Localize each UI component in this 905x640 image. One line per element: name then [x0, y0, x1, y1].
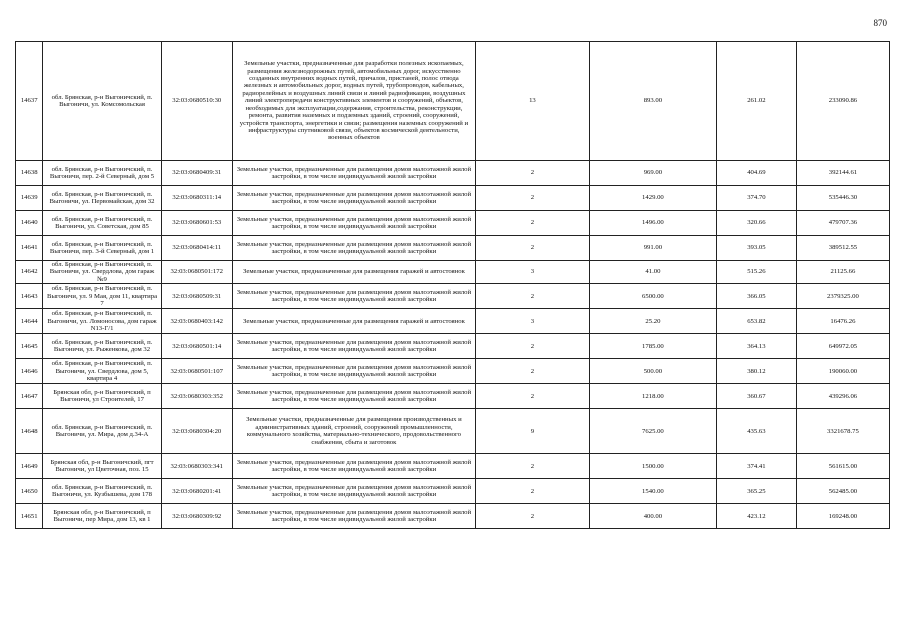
cell-cadastral-value: 169248.00: [796, 504, 889, 529]
cell-address: обл. Брянская, р-н Выгоничский, п. Выгоничи, ул. Свердлова, дом 5, квартира 4: [43, 359, 161, 384]
cell-id: 14642: [16, 261, 43, 284]
cell-address: обл. Брянская, р-н Выгоничский, п. Выгоничи, пер. 2-й Северный, дом 5: [43, 161, 161, 186]
cell-land-use: Земельные участки, предназначенные для размещения домов малоэтажной жилой застройки, в том числе индивидуальной жилой застройки: [232, 454, 475, 479]
cell-area: 25.20: [589, 309, 716, 334]
cell-rate: 365.25: [716, 479, 796, 504]
cell-land-use: Земельные участки, предназначенные для размещения домов малоэтажной жилой застройки, в том числе индивидуальной жилой застройки: [232, 504, 475, 529]
cell-rate: 404.69: [716, 161, 796, 186]
page-number: 870: [873, 18, 887, 28]
table-row: [16, 384, 890, 409]
cell-group: 2: [475, 384, 589, 409]
cell-group: 2: [475, 359, 589, 384]
cell-area: 1500.00: [589, 454, 716, 479]
cell-land-use: Земельные участки, предназначенные для размещения домов малоэтажной жилой застройки, в том числе индивидуальной жилой застройки: [232, 236, 475, 261]
cell-rate: 435.63: [716, 409, 796, 454]
table-row: [16, 236, 890, 261]
cell-land-use: Земельные участки, предназначенные для размещения гаражей и автостоянок: [232, 309, 475, 334]
cell-area: 969.00: [589, 161, 716, 186]
cell-cadastral-value: 562485.00: [796, 479, 889, 504]
cell-area: 41.00: [589, 261, 716, 284]
cell-cadastral-number: 32:03:0680303:341: [161, 454, 232, 479]
cell-group: 3: [475, 261, 589, 284]
cell-area: 1429.00: [589, 186, 716, 211]
cell-cadastral-value: 439296.06: [796, 384, 889, 409]
cell-area: 893.00: [589, 42, 716, 161]
cell-id: 14651: [16, 504, 43, 529]
cell-id: 14648: [16, 409, 43, 454]
cell-cadastral-value: 16476.26: [796, 309, 889, 334]
cell-address: обл. Брянская, р-н Выгоничский, п. Выгоничи, ул. 9 Мая, дом 11, квартира 7: [43, 284, 161, 309]
cell-rate: 364.13: [716, 334, 796, 359]
cell-area: 6500.00: [589, 284, 716, 309]
cell-area: 1540.00: [589, 479, 716, 504]
cell-cadastral-number: 32:03:0680304:20: [161, 409, 232, 454]
cell-address: обл. Брянская, р-н Выгоничский, п. Выгоничи, ул. Мира, дом д.34-А: [43, 409, 161, 454]
cell-cadastral-value: 233090.86: [796, 42, 889, 161]
cell-group: 2: [475, 161, 589, 186]
cell-rate: 360.67: [716, 384, 796, 409]
cell-group: 2: [475, 479, 589, 504]
cell-group: 2: [475, 454, 589, 479]
cell-address: обл. Брянская, р-н Выгоничский, п. Выгоничи, ул. Свердлова, дом гараж №9: [43, 261, 161, 284]
cell-id: 14646: [16, 359, 43, 384]
table-row: [16, 186, 890, 211]
cell-rate: 320.66: [716, 211, 796, 236]
cell-land-use: Земельные участки, предназначенные для размещения домов малоэтажной жилой застройки, в том числе индивидуальной жилой застройки: [232, 479, 475, 504]
table-row: [16, 504, 890, 529]
cell-id: 14650: [16, 479, 43, 504]
cell-land-use: Земельные участки, предназначенные для размещения домов малоэтажной жилой застройки, в том числе индивидуальной жилой застройки: [232, 359, 475, 384]
table-row: [16, 211, 890, 236]
cell-cadastral-number: 32:03:0680303:352: [161, 384, 232, 409]
cell-cadastral-value: 649972.05: [796, 334, 889, 359]
cell-cadastral-number: 32:03:0680414:11: [161, 236, 232, 261]
cell-id: 14640: [16, 211, 43, 236]
cell-group: 2: [475, 211, 589, 236]
cell-land-use: Земельные участки, предназначенные для размещения домов малоэтажной жилой застройки, в том числе индивидуальной жилой застройки: [232, 161, 475, 186]
cell-land-use: Земельные участки, предназначенные для размещения домов малоэтажной жилой застройки, в том числе индивидуальной жилой застройки: [232, 334, 475, 359]
cell-land-use: Земельные участки, предназначенные для размещения домов малоэтажной жилой застройки, в том числе индивидуальной жилой застройки: [232, 211, 475, 236]
table-row: [16, 42, 890, 161]
cell-area: 991.00: [589, 236, 716, 261]
cell-rate: 261.02: [716, 42, 796, 161]
cell-id: 14639: [16, 186, 43, 211]
cell-address: обл. Брянская, р-н Выгоничский, п. Выгоничи, пер. 3-й Северный, дом 1: [43, 236, 161, 261]
table-row: [16, 161, 890, 186]
cell-cadastral-number: 32:03:0680501:172: [161, 261, 232, 284]
cell-rate: 374.70: [716, 186, 796, 211]
cell-area: 1785.00: [589, 334, 716, 359]
cell-address: обл. Брянская, р-н Выгоничский, п. Выгоничи, ул. Рыженкова, дом 32: [43, 334, 161, 359]
cell-area: 400.00: [589, 504, 716, 529]
cell-id: 14649: [16, 454, 43, 479]
cell-cadastral-value: 21125.66: [796, 261, 889, 284]
cell-address: обл. Брянская, р-н Выгоничский, п. Выгоничи, ул. Первомайская, дом 32: [43, 186, 161, 211]
cell-cadastral-number: 32:03:0680501:107: [161, 359, 232, 384]
cell-cadastral-value: 389512.55: [796, 236, 889, 261]
cell-group: 2: [475, 186, 589, 211]
cell-rate: 380.12: [716, 359, 796, 384]
table-row: [16, 284, 890, 309]
cell-group: 3: [475, 309, 589, 334]
cell-land-use: Земельные участки, предназначенные для размещения домов малоэтажной жилой застройки, в том числе индивидуальной жилой застройки: [232, 186, 475, 211]
cell-cadastral-value: 479707.36: [796, 211, 889, 236]
cell-id: 14644: [16, 309, 43, 334]
cell-land-use: Земельные участки, предназначенные для размещения домов малоэтажной жилой застройки, в том числе индивидуальной жилой застройки: [232, 284, 475, 309]
cell-cadastral-number: 32:03:0680510:30: [161, 42, 232, 161]
table-row: [16, 454, 890, 479]
cell-land-use: Земельные участки, предназначенные для размещения производственных и административных зданий, строений, сооружений промышленности, коммунального хозяйства, материально-технического, продовольственного снабжения, сбыта и заготовок: [232, 409, 475, 454]
table-row: [16, 309, 890, 334]
cell-cadastral-number: 32:03:0680509:31: [161, 284, 232, 309]
cell-cadastral-number: 32:03:0680409:31: [161, 161, 232, 186]
cell-area: 1496.00: [589, 211, 716, 236]
table-row: [16, 359, 890, 384]
cell-rate: 393.05: [716, 236, 796, 261]
cell-cadastral-value: 3321678.75: [796, 409, 889, 454]
cell-cadastral-number: 32:03:0680601:53: [161, 211, 232, 236]
cell-id: 14637: [16, 42, 43, 161]
cell-cadastral-value: 2379325.00: [796, 284, 889, 309]
cell-group: 2: [475, 236, 589, 261]
cell-land-use: Земельные участки, предназначенные для разработки полезных ископаемых, размещения железнодорожных путей, автомобильных дорог, искусственно созданных внутренних водных путей, причалов, пристаней, полос отвода железных и автомобильных дорог, водных путей, трубопроводов, кабельных, радиорелейных и воздушных линий связи и линий радиофикации, воздушных линий электропередачи конструктивных элементов и сооружений, объектов, необходимых для эксплуатации,содержания, строительства, реконструкции, ремонта, развития наземных и подземных зданий, строений, сооружений, устройств транспорта, энергетики и связи; размещения наземных сооружений и инфраструктуры спутниковой связи, объектов космической деятельности, военных объектов: [232, 42, 475, 161]
cell-id: 14647: [16, 384, 43, 409]
cell-cadastral-value: 190060.00: [796, 359, 889, 384]
cell-land-use: Земельные участки, предназначенные для размещения гаражей и автостоянок: [232, 261, 475, 284]
table-row: [16, 334, 890, 359]
table-row: [16, 409, 890, 454]
cell-cadastral-value: 392144.61: [796, 161, 889, 186]
cell-group: 2: [475, 284, 589, 309]
cell-area: 500.00: [589, 359, 716, 384]
cell-address: Брянская обл, р-н Выгоничский, п Выгоничи, ул Строителей, 17: [43, 384, 161, 409]
cell-group: 9: [475, 409, 589, 454]
cell-id: 14643: [16, 284, 43, 309]
cell-cadastral-number: 32:03:0680309:92: [161, 504, 232, 529]
cell-rate: 653.82: [716, 309, 796, 334]
cell-group: 2: [475, 504, 589, 529]
cell-id: 14641: [16, 236, 43, 261]
cell-rate: 374.41: [716, 454, 796, 479]
cell-address: Брянская обл, р-н Выгоничский, пгт Выгоничи, ул Цветочная, поз. 15: [43, 454, 161, 479]
cadastral-value-table: [15, 41, 890, 529]
cell-area: 1218.00: [589, 384, 716, 409]
cell-id: 14645: [16, 334, 43, 359]
cell-cadastral-number: 32:03:0680311:14: [161, 186, 232, 211]
cell-rate: 515.26: [716, 261, 796, 284]
cell-cadastral-number: 32:03:0680201:41: [161, 479, 232, 504]
cell-address: обл. Брянская, р-н Выгоничский, п. Выгоничи, ул. Кузбышева, дом 178: [43, 479, 161, 504]
cell-cadastral-value: 535446.30: [796, 186, 889, 211]
table-row: [16, 479, 890, 504]
cell-address: обл. Брянская, р-н Выгоничский, п. Выгоничи, ул. Советская, дом 85: [43, 211, 161, 236]
cell-cadastral-value: 561615.00: [796, 454, 889, 479]
cell-group: 2: [475, 334, 589, 359]
cell-address: Брянская обл, р-н Выгоничский, п Выгоничи, пер Мира, дом 13, кв 1: [43, 504, 161, 529]
cell-id: 14638: [16, 161, 43, 186]
cell-cadastral-number: 32:03:0680403:142: [161, 309, 232, 334]
table-row: [16, 261, 890, 284]
cell-group: 13: [475, 42, 589, 161]
cell-area: 7625.00: [589, 409, 716, 454]
cell-address: обл. Брянская, р-н Выгоничский, п. Выгоничи, ул. Ломоносова, дом гараж N13-Г/1: [43, 309, 161, 334]
cell-rate: 366.05: [716, 284, 796, 309]
cell-land-use: Земельные участки, предназначенные для размещения домов малоэтажной жилой застройки, в том числе индивидуальной жилой застройки: [232, 384, 475, 409]
cell-rate: 423.12: [716, 504, 796, 529]
cell-cadastral-number: 32:03:0680501:14: [161, 334, 232, 359]
cell-address: обл. Брянская, р-н Выгоничский, п. Выгоничи, ул. Комсомольская: [43, 42, 161, 161]
